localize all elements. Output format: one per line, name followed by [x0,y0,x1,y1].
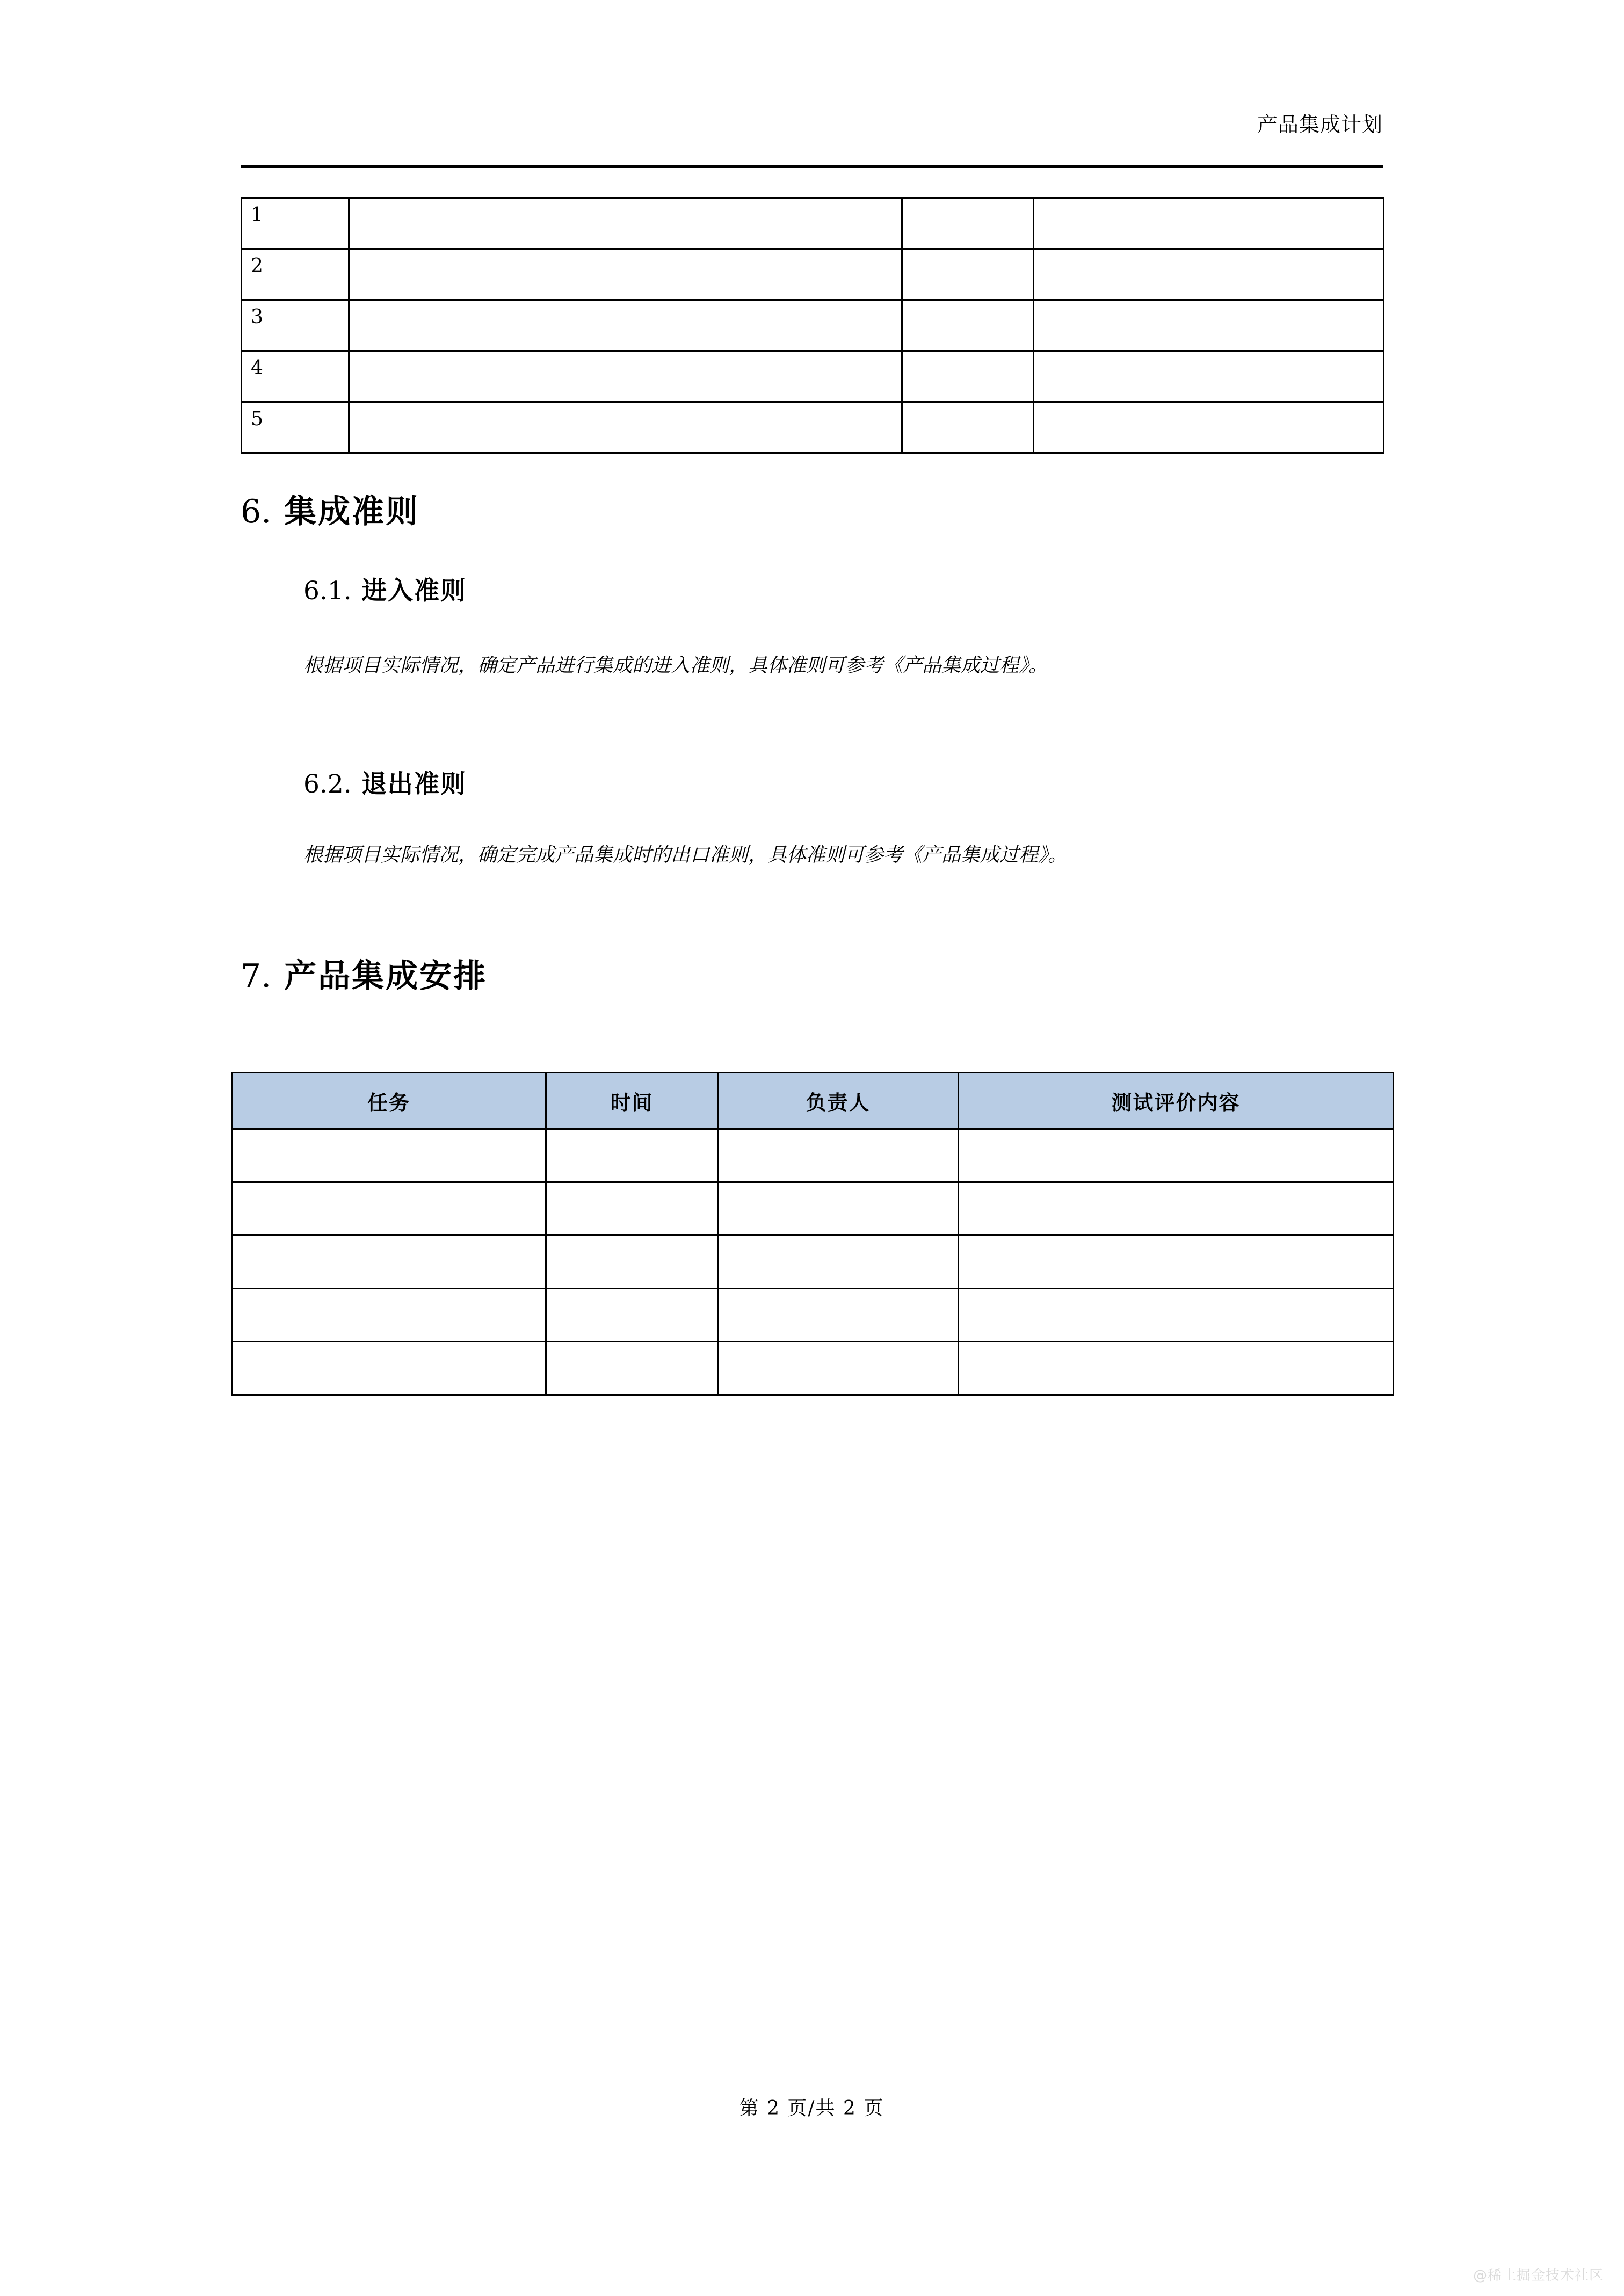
column-header-task: 任务 [232,1073,546,1129]
cell-owner [718,1342,959,1395]
cell-owner [718,1236,959,1289]
heading-section-6-1-title: 进入准则 [361,576,467,606]
cell-owner [718,1182,959,1236]
cell-owner [718,1289,959,1342]
table-row [242,300,1384,351]
row-cell-2 [349,402,902,453]
paragraph-section-6-2: 根据项目实际情况，确定完成产品集成时的出口准则，具体准则可参考《产品集成过程》。 [303,844,1068,866]
table-row [242,351,1384,402]
paragraph-section-6-1: 根据项目实际情况，确定产品进行集成的进入准则，具体准则可参考《产品集成过程》。 [303,655,1048,677]
header-rule-divider [241,165,1383,168]
row-cell-4 [1034,300,1384,351]
table-row [242,402,1384,453]
heading-section-7 [241,950,487,997]
row-cell-3 [902,351,1034,402]
column-header-owner: 负责人 [718,1073,959,1129]
row-index-cell: 3 [242,300,349,351]
cell-task [232,1342,546,1395]
cell-time [546,1236,718,1289]
page-number-label: 第 2 页/共 2 页 [739,2097,885,2119]
cell-test-content [959,1129,1394,1182]
row-index-cell: 1 [242,198,349,249]
heading-section-6-2-number: 6.2. [303,769,352,799]
table-row [232,1236,1394,1289]
table-row [242,198,1384,249]
row-index-cell: 2 [242,249,349,300]
cell-time [546,1129,718,1182]
document-header [241,113,1383,137]
cell-time [546,1342,718,1395]
row-cell-2 [349,300,902,351]
row-cell-4 [1034,402,1384,453]
row-cell-4 [1034,351,1384,402]
cell-time [546,1289,718,1342]
schedule-table-header-row [232,1073,1394,1129]
cell-test-content [959,1236,1394,1289]
row-cell-2 [349,351,902,402]
heading-section-6-2 [303,764,467,800]
row-cell-4 [1034,198,1384,249]
heading-section-6-2-title: 退出准则 [361,769,467,799]
page-footer [241,2093,1383,2120]
row-cell-3 [902,402,1034,453]
row-cell-2 [349,198,902,249]
table-row [232,1342,1394,1395]
heading-section-6-title: 集成准则 [284,493,420,531]
heading-section-7-title: 产品集成安排 [284,957,488,995]
heading-section-6 [241,486,419,532]
row-cell-3 [902,198,1034,249]
cell-task [232,1236,546,1289]
table-row [232,1182,1394,1236]
table-row [242,249,1384,300]
column-header-time: 时间 [546,1073,718,1129]
cell-task [232,1182,546,1236]
cell-task [232,1289,546,1342]
heading-section-6-1-number: 6.1. [303,576,352,606]
cell-test-content [959,1182,1394,1236]
document-header-title: 产品集成计划 [1257,113,1383,136]
schedule-table [231,1072,1394,1396]
watermark: @稀土掘金技术社区 [1473,2268,1604,2284]
table-row [232,1129,1394,1182]
row-cell-3 [902,249,1034,300]
table-row [232,1289,1394,1342]
cell-owner [718,1129,959,1182]
heading-section-6-1 [303,571,467,607]
cell-task [232,1129,546,1182]
row-cell-3 [902,300,1034,351]
deliverables-table [241,197,1384,454]
cell-time [546,1182,718,1236]
heading-section-7-number: 7. [241,957,272,995]
column-header-test-content: 测试评价内容 [959,1073,1394,1129]
heading-section-6-number: 6. [241,493,272,531]
row-index-cell: 5 [242,402,349,453]
cell-test-content [959,1289,1394,1342]
row-index-cell: 4 [242,351,349,402]
cell-test-content [959,1342,1394,1395]
row-cell-4 [1034,249,1384,300]
row-cell-2 [349,249,902,300]
